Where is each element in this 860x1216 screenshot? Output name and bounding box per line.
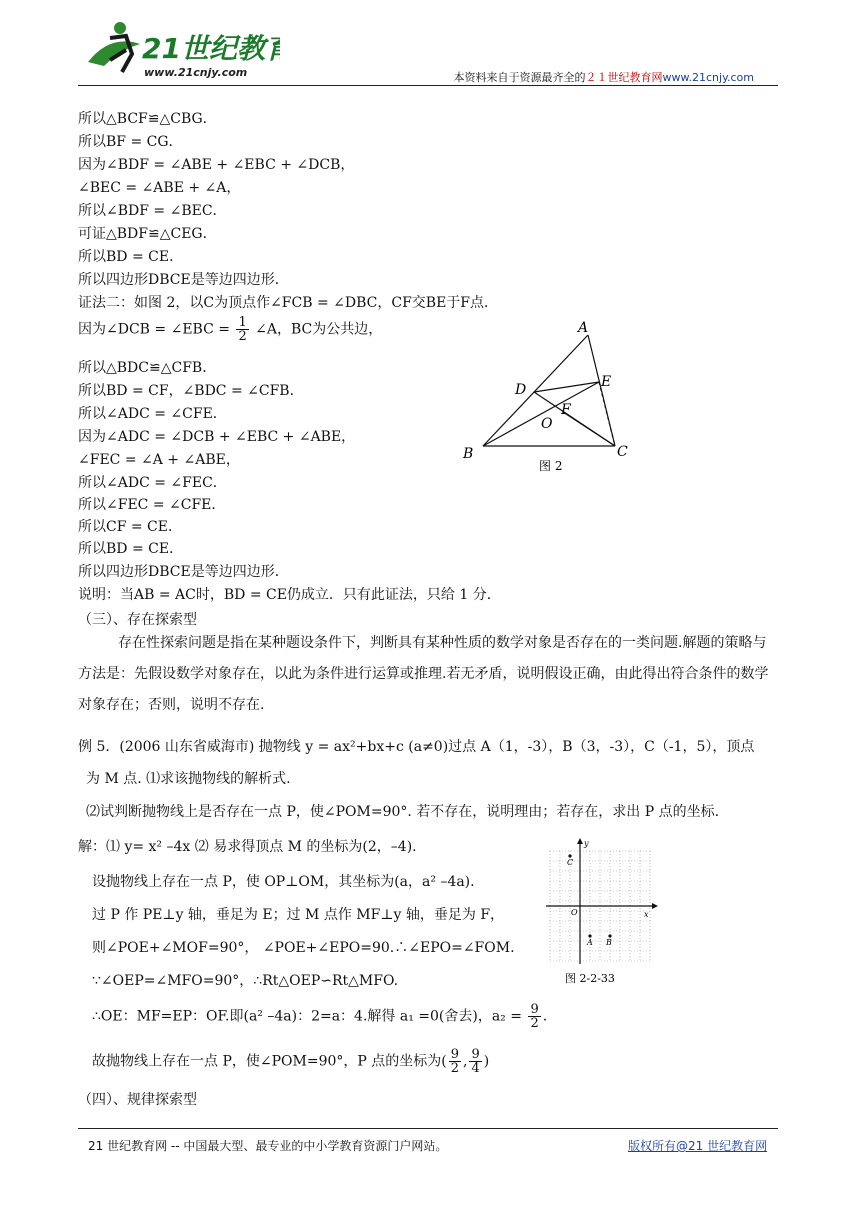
graph-caption: 图 2-2-33 (565, 972, 615, 985)
proof-line: 所以∠ADC = ∠FEC． (78, 475, 227, 491)
fraction-x (449, 1048, 461, 1075)
proof-line: 因为∠BDF = ∠ABE + ∠EBC + ∠DCB， (78, 157, 355, 173)
proof-fraction-before: 因为∠DCB = ∠EBC = (78, 321, 230, 338)
segment-be (483, 382, 599, 446)
fraction-half (236, 316, 248, 343)
label-b: B (463, 446, 474, 462)
fraction-denominator: 2 (530, 1016, 539, 1031)
header-rule (78, 85, 778, 86)
section-4-heading: （四）、规律探索型 (78, 1092, 197, 1108)
proof-line: 所以△BCF≌△CBG． (78, 111, 217, 127)
proof-fraction-line (78, 316, 382, 343)
example-5-line-1: 例 5．(2006 山东省威海市) 抛物线 y = ax²+bx+c (a≠0)过点 A（1，-3），B（3，-3），C（-1，5），顶点 (78, 739, 755, 755)
solution-line-6: ∴OE：MF=EP：OF.即(a² –4a)：2=a：4.解得 a₁ =0(舍去)，a₂ = $\frac{9}{2}$ . (92, 1002, 548, 1031)
label-d: D (515, 382, 527, 398)
graph-label-b: B (606, 938, 612, 947)
proof-line: 所以BD = CE． (78, 541, 184, 557)
solution-line-1: 解：⑴ y= x² –4x ⑵ 易求得顶点 M 的坐标为(2，–4). (78, 839, 417, 855)
fraction-denominator: 4 (471, 1061, 480, 1076)
footer-rule (78, 1128, 778, 1129)
fraction-numerator: 9 (471, 1047, 480, 1062)
proof-line: 所以四边形DBCE是等边四边形． (78, 272, 289, 288)
proof-fraction-after: ∠A，BC为公共边， (255, 321, 383, 338)
label-e: E (601, 374, 612, 390)
section-3-paragraph: 存在性探索问题是指在某种题设条件下，判断具有某种性质的数学对象是否存在的一类问题.解题的策略与方法是：先假设数学对象存在，以此为条件进行运算或推理.若无矛盾，说明假设正确，由此得出符合条件的数学对象存在；否则，说明不存在. (78, 635, 769, 713)
proof-line: 所以BF = CG． (78, 134, 183, 150)
fraction-numerator: 9 (450, 1047, 459, 1062)
graph-label-o: O (571, 908, 578, 917)
proof-line: 所以CF = CE． (78, 519, 182, 535)
fraction-numerator: 1 (238, 315, 247, 330)
proof-line: 可证△BDF≌△CEG． (78, 226, 217, 242)
figure-2-caption: 图 2 (539, 459, 563, 473)
solution-line-7: 故抛物线上存在一点 P，使∠POM=90°，P 点的坐标为( $\frac{9}{2}$ , $\frac{9}{4}$ ) (92, 1047, 490, 1076)
proof-line: 因为∠ADC = ∠DCB + ∠EBC + ∠ABE， (78, 429, 356, 445)
proof-line: 所以∠BDF = ∠BEC． (78, 203, 227, 219)
fraction-denominator: 2 (238, 329, 247, 344)
header-source-prefix: 本资料来自于资源最齐全的 (453, 71, 586, 84)
fraction-nine-halves (528, 1003, 540, 1030)
proof-line: 所以∠FEC = ∠CFE． (78, 497, 226, 513)
section-3-heading: （三）、存在探索型 (78, 612, 197, 628)
proof-line: ∠BEC = ∠ABE + ∠A， (78, 180, 241, 196)
segment-ba (483, 335, 588, 446)
y-axis-arrow (577, 838, 583, 844)
label-c: C (617, 444, 628, 460)
graph-label-a: A (587, 938, 593, 947)
solution-line-7-text: 故抛物线上存在一点 P，使∠POM=90°，P 点的坐标为( (92, 1053, 447, 1070)
solution-line-2: 设抛物线上存在一点 P，使 OP⊥OM，其坐标为(a，a² –4a). (92, 874, 475, 890)
label-f: F (561, 402, 571, 418)
solution-line-6-text: ∴OE：MF=EP：OF.即(a² –4a)：2=a：4.解得 a₁ =0(舍去)，a₂ = (92, 1008, 522, 1025)
fraction-y (469, 1048, 481, 1075)
fraction-denominator: 2 (450, 1061, 459, 1076)
logo-url: www.21cnjy.com (144, 66, 248, 79)
proof-note: 说明：当AB = AC时，BD = CE仍成立．只有此证法，只给 1 分． (78, 587, 501, 603)
proof-line: 所以四边形DBCE是等边四边形． (78, 564, 289, 580)
proof-line: 所以△BDC≌△CFB． (78, 360, 217, 376)
figure-2 (455, 318, 655, 478)
graph-label-x: x (644, 910, 649, 919)
fraction-numerator: 9 (530, 1002, 539, 1017)
header-source (454, 69, 754, 85)
solution-line-3: 过 P 作 PE⊥y 轴，垂足为 E；过 M 点作 MF⊥y 轴，垂足为 F， (92, 907, 505, 923)
header-source-url[interactable]: www.21cnjy.com (662, 71, 754, 84)
proof-line: 所以BD = CF，∠BDC = ∠CFB． (78, 383, 304, 399)
example-5-line-3: ⑵试判断抛物线上是否存在一点 P，使∠POM=90°. 若不存在，说明理由；若存在，求出 P 点的坐标. (86, 804, 720, 820)
label-o: O (541, 416, 553, 432)
x-axis-arrow (652, 903, 658, 909)
footer-text: 21 世纪教育网 -- 中国最大型、最专业的中小学教育资源门户网站。 (88, 1139, 448, 1153)
header-source-site[interactable]: ２１世纪教育网 (585, 71, 663, 84)
proof-line: 所以BD = CE． (78, 249, 184, 265)
solution-line-4: 则∠POE+∠MOF=90°， ∠POE+∠EPO=90.∴∠EPO=∠FOM. (92, 940, 515, 956)
site-logo (80, 14, 280, 84)
footer-copyright-link[interactable]: 版权所有@21 世纪教育网 (628, 1139, 768, 1153)
coordinate-graph (540, 836, 660, 986)
graph-label-c: C (567, 858, 574, 867)
solution-line-5: ∵∠OEP=∠MFO=90°，∴Rt△OEP∽Rt△MFO. (92, 973, 399, 989)
label-a: A (578, 320, 589, 336)
proof-line: ∠FEC = ∠A + ∠ABE， (78, 452, 240, 468)
logo-brand: 21世纪教育 (142, 32, 280, 65)
proof-line: 所以∠ADC = ∠CFE． (78, 406, 227, 422)
proof-line: 证法二：如图 2，以C为顶点作∠FCB = ∠DBC，CF交BE于F点． (78, 295, 499, 311)
graph-label-y: y (584, 839, 589, 848)
example-5-line-2: 为 M 点. ⑴求该抛物线的解析式. (86, 771, 291, 787)
